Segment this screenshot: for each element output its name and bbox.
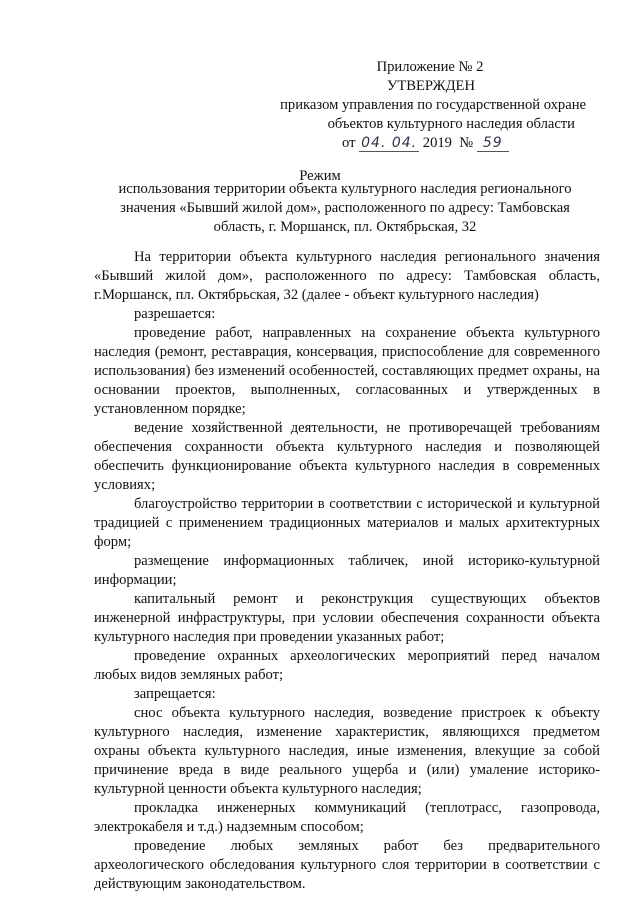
forbidden-item: проведение любых земляных работ без предварительного археологического обследования культурного слоя территории в соответствии с действующим законодательством. (94, 838, 600, 892)
order-line-1: приказом управления по государственной охране (280, 97, 586, 113)
order-number-label: № (459, 135, 474, 151)
order-year: 2019 (422, 135, 452, 151)
order-line-2: объектов культурного наследия области (327, 116, 575, 132)
forbidden-item: прокладка инженерных коммуникаций (теплотрасс, газопровода, электрокабеля и т.д.) надземным способом; (94, 800, 600, 835)
regime-subtitle (85, 180, 605, 237)
regime-subtitle-line-3: область, г. Моршанск, пл. Октябрьская, 32 (213, 219, 477, 235)
document-body (94, 248, 600, 894)
allowed-item: благоустройство территории в соответствии с исторической и культурной традицией с применением традиционных материалов и малых архитектурных форм; (94, 496, 600, 550)
intro-paragraph: На территории объекта культурного наследия регионального значения «Бывший жилой дом», расположенного по адресу: Тамбовская область, г.Моршанск, пл. Октябрьская, 32 (далее - объект культурного наследия) (94, 249, 600, 303)
regime-title: Режим (299, 168, 341, 184)
forbidden-label: запрещается: (134, 686, 216, 702)
allowed-item: капитальный ремонт и реконструкция существующих объектов инженерной инфраструктуры, при условии обеспечения сохранности объекта культурного наследия при проведении указанных работ; (94, 591, 600, 645)
regime-subtitle-line-1: использования территории объекта культурного наследия регионального (118, 181, 572, 197)
appendix-number: Приложение № 2 (376, 59, 484, 75)
handwritten-order-number: 59 (482, 135, 503, 151)
approved-heading: УТВЕРЖДЕН (387, 78, 475, 94)
allowed-label: разрешается: (134, 306, 216, 322)
allowed-item: проведение охранных археологических мероприятий перед началом любых видов земляных работ; (94, 648, 600, 683)
approval-block (250, 58, 600, 153)
allowed-item: ведение хозяйственной деятельности, не противоречащей требованиям обеспечения сохранности объекта культурного наследия и позволяющей обеспечить функционирование объекта культурного наследия в современных условиях; (94, 420, 600, 493)
allowed-item: проведение работ, направленных на сохранение объекта культурного наследия (ремонт, реставрация, консервация, приспособление для современного использования) без изменений особенностей, составляющих предмет охраны, на основании проектов, выполненных, согласованных и утвержденных в установленном порядке; (94, 325, 600, 417)
allowed-item: размещение информационных табличек, иной историко-культурной информации; (94, 553, 600, 588)
forbidden-item: снос объекта культурного наследия, возведение пристроек к объекту культурного наследия, изменение характеристик, являющихся предметом охраны объекта культурного наследия, иные изменения, влекущие за собой причинение вреда в виде реального ущерба и (или) умаление историко-культурной ценности объекта культурного наследия; (94, 705, 600, 797)
order-date-line (250, 134, 600, 153)
regime-subtitle-line-2: значения «Бывший жилой дом», расположенного по адресу: Тамбовская (120, 200, 570, 216)
handwritten-order-date: 04. 04. (361, 135, 418, 151)
order-from-label: от (342, 135, 356, 151)
